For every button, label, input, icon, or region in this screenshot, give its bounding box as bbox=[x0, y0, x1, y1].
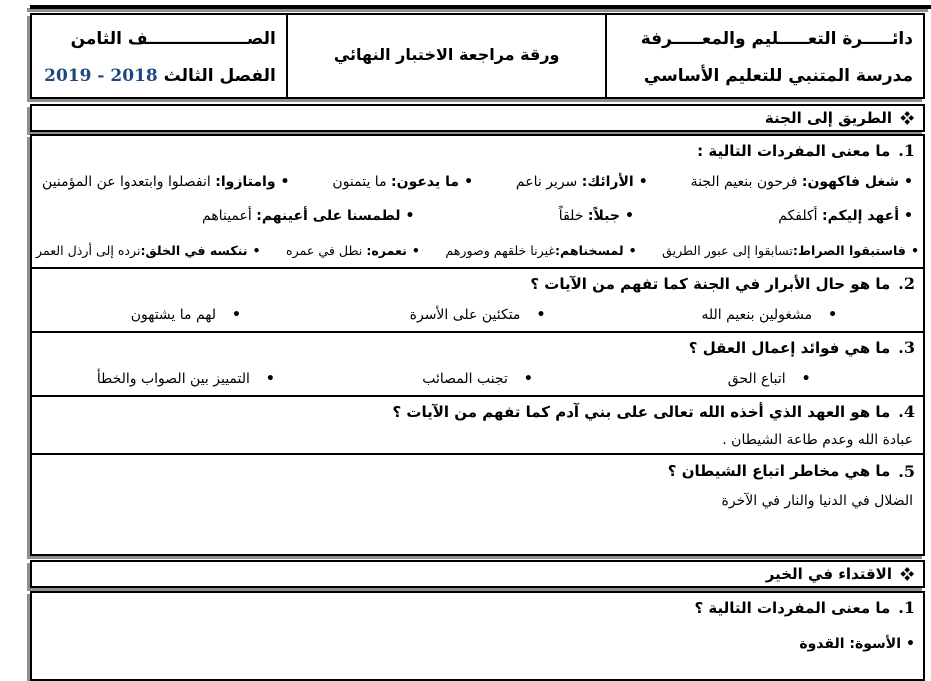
vocab-item: •وامتازوا: انفصلوا وابتعدوا عن المؤمنين bbox=[42, 174, 290, 190]
question-text: ما هو العهد الذي أخذه الله تعالى على بني آدم كما تفهم من الآيات ؟ bbox=[392, 402, 891, 421]
question-number: 2. bbox=[898, 274, 915, 293]
question-2 bbox=[40, 269, 915, 298]
bullet-icon: • bbox=[523, 370, 533, 387]
vocab-item: •لمسخناهم:غيرنا خلقهم وصورهم bbox=[445, 242, 637, 258]
section2-title: الاقتداء في الخير bbox=[765, 565, 892, 583]
question-5-answer: الضلال في الدنيا والنار في الآخرة bbox=[721, 492, 913, 509]
vocab-item: •جبلاً: خلقاً bbox=[558, 208, 634, 224]
answer-item: •التمييز بين الصواب والخطأ bbox=[96, 370, 275, 387]
bullet-icon: • bbox=[906, 636, 915, 652]
section1-header bbox=[30, 104, 925, 132]
bullet-icon: • bbox=[801, 370, 811, 387]
header-department-cell bbox=[607, 15, 923, 97]
bullet-icon: • bbox=[252, 242, 261, 258]
vocab-row-2 bbox=[32, 199, 923, 233]
bullet-icon: • bbox=[280, 174, 290, 190]
bullet-icon: • bbox=[904, 208, 913, 224]
question-text: ما معنى المفردات التالية ؟ bbox=[694, 598, 891, 617]
section1-title: الطريق إلى الجنة bbox=[764, 109, 892, 127]
vocab-item: •لطمسنا على أعينهم: أعميناهم bbox=[202, 208, 415, 224]
question-2-block bbox=[32, 267, 923, 331]
header-title-cell bbox=[288, 15, 608, 97]
bullet-icon: • bbox=[411, 242, 420, 258]
question-number: 1. bbox=[898, 598, 915, 617]
section2-question-box bbox=[30, 591, 925, 681]
answer-item: •تجنب المصائب bbox=[422, 370, 533, 387]
question-1 bbox=[32, 136, 923, 165]
question-text: ما هو حال الأبرار في الجنة كما تفهم من الآيات ؟ bbox=[530, 274, 891, 293]
bullet-icon: • bbox=[536, 306, 546, 323]
question-2-answers bbox=[40, 298, 915, 331]
question-text: ما معنى المفردات التالية : bbox=[697, 141, 891, 160]
question-number: 5. bbox=[898, 461, 915, 481]
header-grade-cell bbox=[32, 15, 288, 97]
bullet-icon: • bbox=[904, 174, 913, 190]
paper-title: ورقة مراجعة الاختبار النهائي bbox=[333, 45, 560, 64]
vocab-row-3 bbox=[32, 233, 923, 267]
question-number: 3. bbox=[898, 338, 915, 357]
question-number: 4. bbox=[898, 402, 915, 421]
vocab-item: •الأرائك: سرير ناعم bbox=[515, 174, 648, 190]
semester-label: الفصل الثالث bbox=[163, 66, 276, 86]
bullet-icon: • bbox=[624, 208, 634, 224]
vocab-row-1 bbox=[32, 165, 923, 199]
answer-item: •مشغولين بنعيم الله bbox=[701, 306, 838, 323]
bullet-icon: • bbox=[405, 208, 415, 224]
top-rule bbox=[30, 5, 931, 9]
question-5-block bbox=[32, 453, 923, 554]
vocab-item: •نعمره: نطل في عمره bbox=[286, 242, 420, 258]
answer-item: •اتباع الحق bbox=[727, 370, 811, 387]
partial-vocab-row bbox=[32, 626, 923, 652]
vocab-item: •الأسوة: القدوة bbox=[799, 636, 915, 652]
question-text: ما هي مخاطر اتباع الشيطان ؟ bbox=[667, 462, 891, 480]
school-years: 2018 - 2019 bbox=[44, 66, 158, 86]
question-3 bbox=[40, 333, 915, 362]
semester-line bbox=[42, 58, 276, 95]
school-name: مدرسة المتنبي للتعليم الأساسي bbox=[643, 66, 913, 86]
section2-header bbox=[30, 560, 925, 588]
question-3-block bbox=[32, 331, 923, 395]
bullet-icon: • bbox=[910, 242, 919, 258]
vocab-item: •أعهد إليكم: أكلفكم bbox=[778, 208, 913, 224]
bullet-icon: • bbox=[638, 174, 648, 190]
vocab-item: •ما يدعون: ما يتمنون bbox=[332, 174, 474, 190]
question-5 bbox=[40, 455, 915, 487]
section1-question-box bbox=[30, 134, 925, 556]
question-4 bbox=[40, 397, 915, 426]
question-4-answer: عبادة الله وعدم طاعة الشيطان . bbox=[722, 431, 913, 448]
question-number: 1. bbox=[898, 141, 915, 160]
bullet-icon: • bbox=[265, 370, 275, 387]
question-3-answers bbox=[40, 362, 915, 395]
question-4-block bbox=[32, 395, 923, 453]
header-table bbox=[30, 13, 925, 99]
answer-item: •متكئين على الأسرة bbox=[409, 306, 546, 323]
diamond-bullet-icon bbox=[901, 568, 913, 580]
answer-item: •لهم ما يشتهون bbox=[130, 306, 241, 323]
grade-label: الصـــــــــــــــــف الثامن bbox=[70, 29, 276, 49]
vocab-item: •ننكسه في الخلق:نرده إلى أرذل العمر bbox=[36, 242, 261, 258]
bullet-icon: • bbox=[464, 174, 474, 190]
section2-question-1 bbox=[32, 593, 923, 622]
vocab-item: •فاستبقوا الصراط:تسابقوا إلى عبور الطريق bbox=[662, 242, 919, 258]
department-name: دائـــــرة التعـــــليم والمعـــــرفة bbox=[640, 29, 913, 49]
vocab-item: •شغل فاكهون: فرحون بنعيم الجنة bbox=[690, 174, 913, 190]
bullet-icon: • bbox=[828, 306, 838, 323]
question-text: ما هي فوائد إعمال العقل ؟ bbox=[688, 338, 891, 357]
bullet-icon: • bbox=[232, 306, 241, 323]
diamond-bullet-icon bbox=[901, 112, 913, 124]
bullet-icon: • bbox=[628, 242, 637, 258]
